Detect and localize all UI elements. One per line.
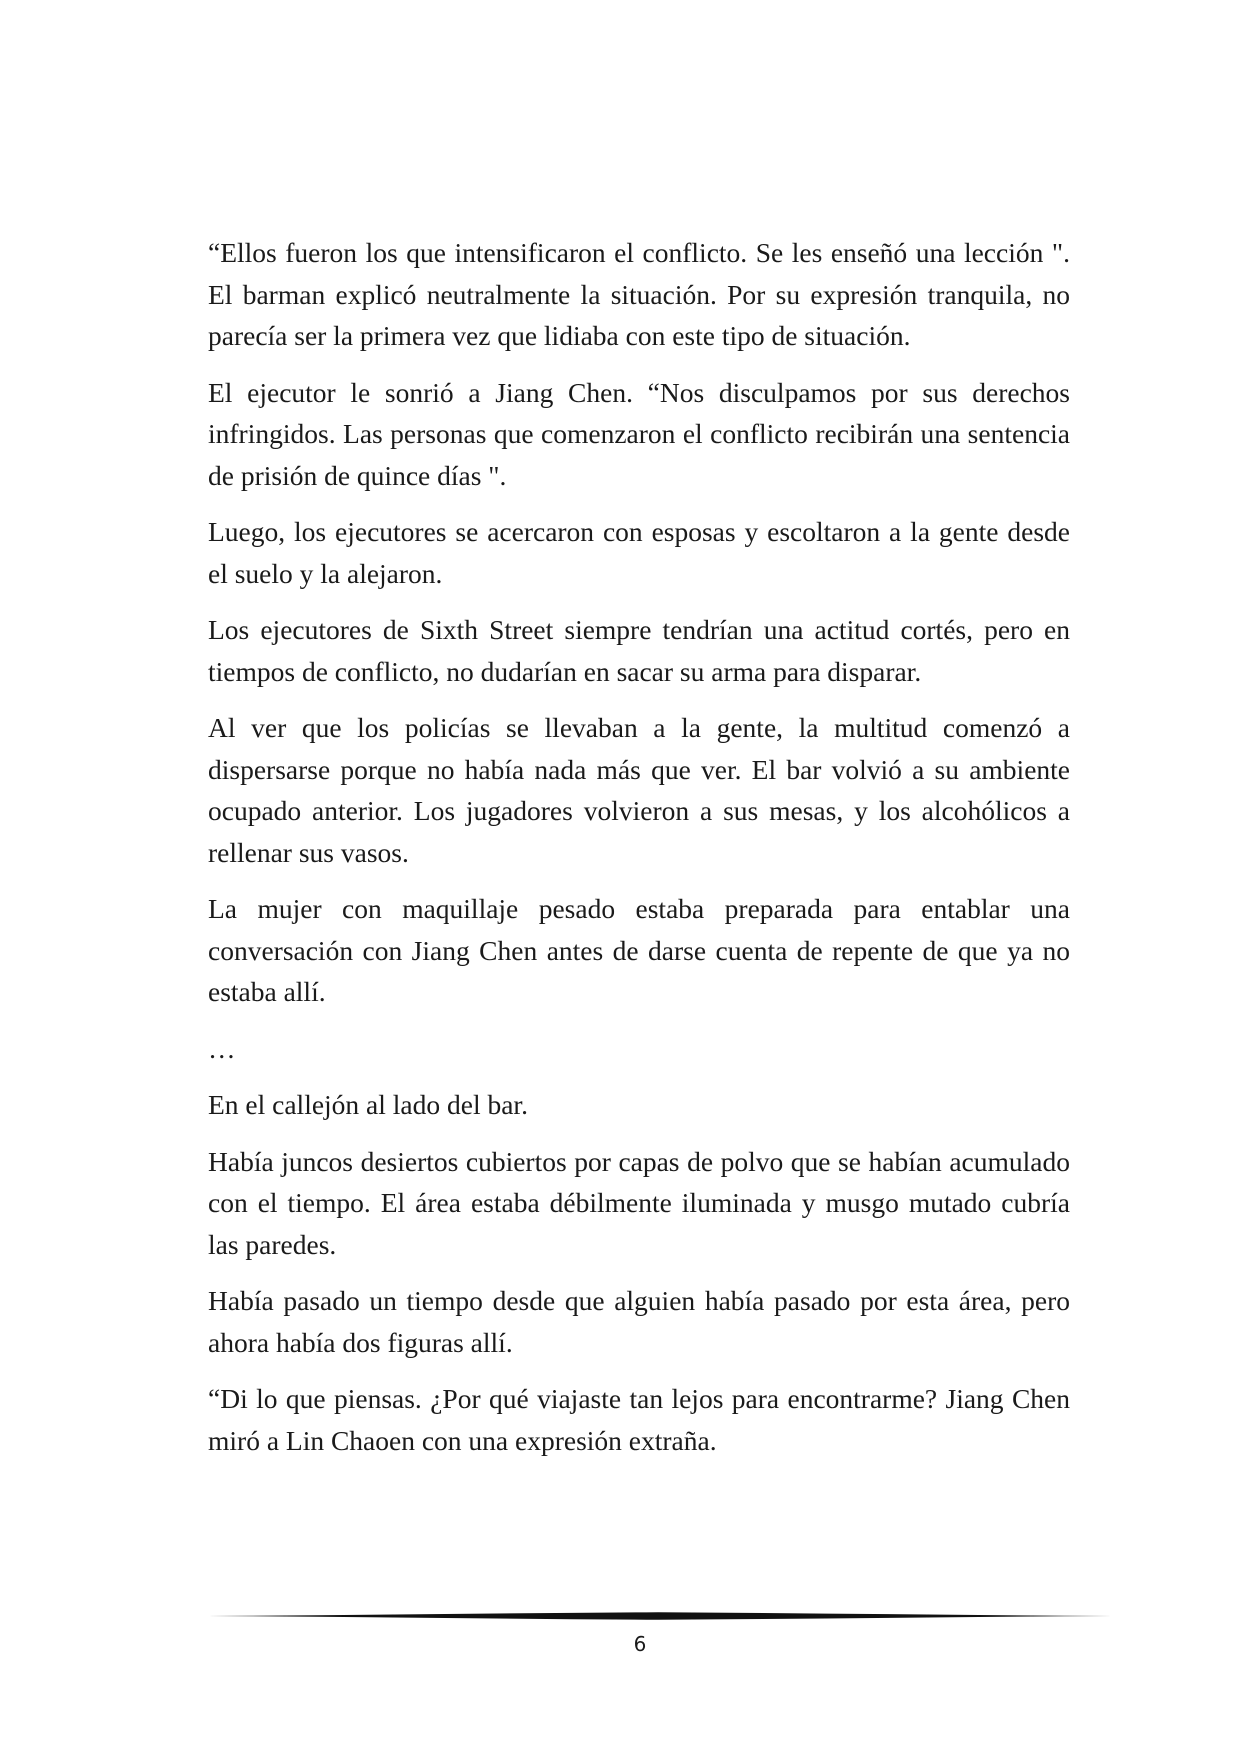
paragraph: La mujer con maquillaje pesado estaba preparada para entablar una conversación con Jiang Chen antes de darse cuenta de repente de que ya no estaba allí.	[208, 893, 1070, 1007]
paragraph: “Di lo que piensas. ¿Por qué viajaste tan lejos para encontrarme? Jiang Chen miró a Lin Chaoen con una expresión extraña.	[208, 1383, 1070, 1456]
footer-divider	[208, 1609, 1112, 1623]
paragraph: Luego, los ejecutores se acercaron con esposas y escoltaron a la gente desde el suelo y la alejaron.	[208, 516, 1070, 589]
paragraph: El ejecutor le sonrió a Jiang Chen. “Nos disculpamos por sus derechos infringidos. Las personas que comenzaron el conflicto recibirán una sentencia de prisión de quince días ".	[208, 376, 1070, 491]
paragraph: Los ejecutores de Sixth Street siempre tendrían una actitud cortés, pero en tiempos de conflicto, no dudarían en sacar su arma para disparar.	[208, 614, 1070, 687]
scene-break: …	[208, 1032, 236, 1064]
paragraph: “Ellos fueron los que intensificaron el conflicto. Se les enseñó una lección ". El barman explicó neutralmente la situación. Por su expresión tranquila, no parecía ser la primera vez que lidiaba con este tipo de situación.	[208, 237, 1070, 351]
body-text	[208, 232, 1070, 1476]
page-number: 6	[633, 1632, 647, 1656]
paragraph: En el callejón al lado del bar.	[208, 1089, 528, 1120]
paragraph: Al ver que los policías se llevaban a la gente, la multitud comenzó a dispersarse porque no había nada más que ver. El bar volvió a su ambiente ocupado anterior. Los jugadores volvieron a sus mesas, y los alcohólicos a rellenar sus vasos.	[208, 712, 1070, 868]
paragraph: Había pasado un tiempo desde que alguien había pasado por esta área, pero ahora había dos figuras allí.	[208, 1285, 1070, 1358]
paragraph: Había juncos desiertos cubiertos por capas de polvo que se habían acumulado con el tiempo. El área estaba débilmente iluminada y musgo mutado cubría las paredes.	[208, 1145, 1070, 1260]
